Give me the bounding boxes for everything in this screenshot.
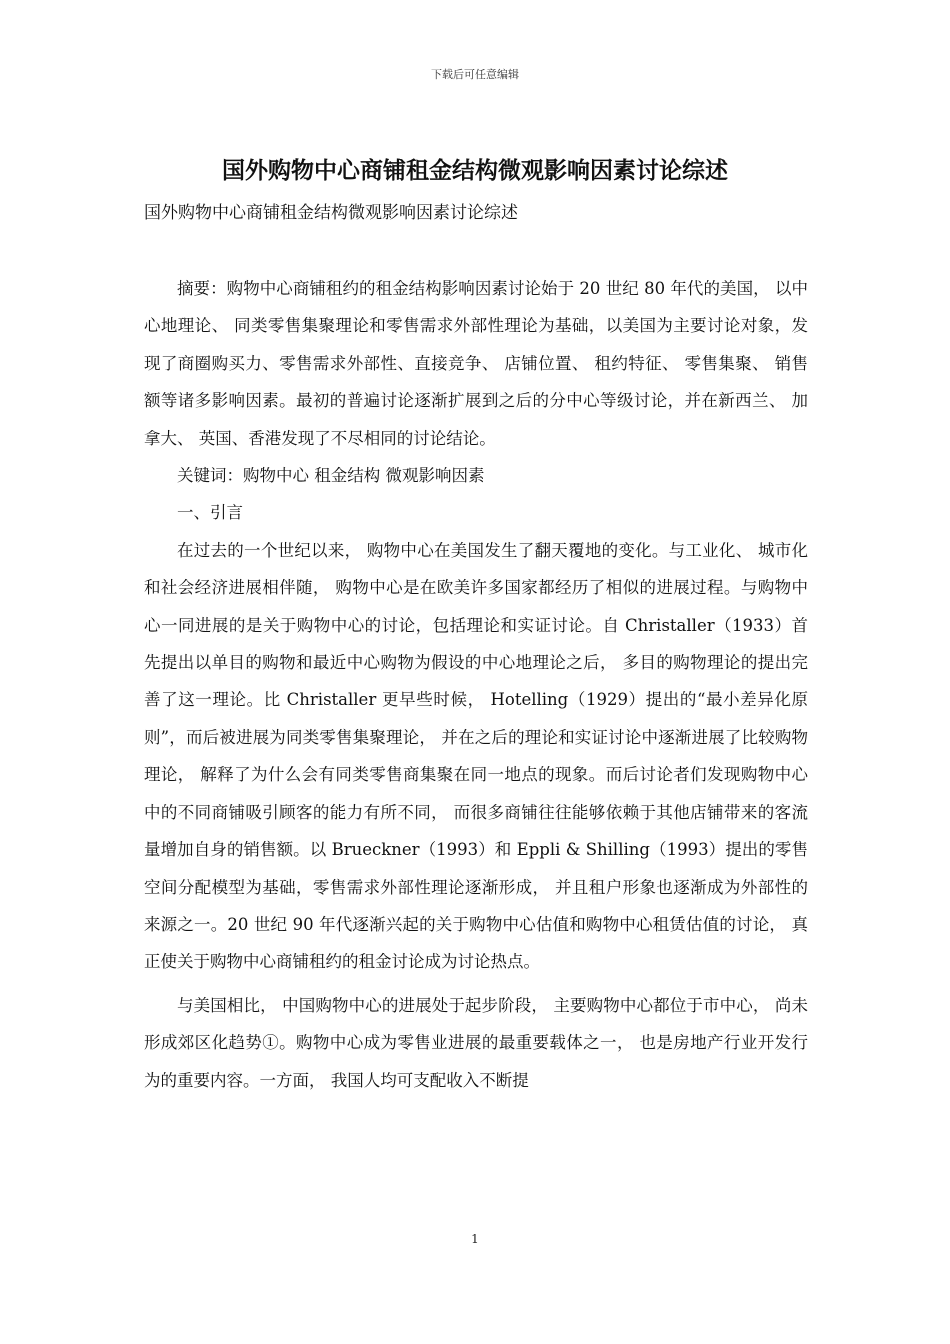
page-number: 1 — [471, 1232, 479, 1246]
document-title: 国外购物中心商铺租金结构微观影响因素讨论综述 — [222, 158, 728, 184]
intro-paragraph-1: 在过去的一个世纪以来， 购物中心在美国发生了翻天覆地的变化。与工业化、 城市化和社会经济进展相伴随， 购物中心是在欧美许多国家都经历了相似的进展过程。与购物中心一同进展的是关于购物中心的讨论，包括理论和实证讨论。自 Christaller（1933）首先提出以单目的购物和最近中心购物为假设的中心地理论之后， 多目的购物理论的提出完善了这一理论。比 Christaller 更早些时候， Hotelling（1929）提出的“最小差异化原则”，而后被进展为同类零售集聚理论， 并在之后的理论和实证讨论中逐渐进展了比较购物理论， 解释了为什么会有同类零售商集聚在同一地点的现象。而后讨论者们发现购物中心中的不同商铺吸引顾客的能力有所不同， 而很多商铺往往能够依赖于其他店铺带来的客流量增加自身的销售额。以 Brueckner（1993）和 Eppli & Shilling（1993）提出的零售空间分配模型为基础，零售需求外部性理论逐渐形成， 并且租户形象也逐渐成为外部性的来源之一。20 世纪 90 年代逐渐兴起的关于购物中心估值和购物中心租赁估值的讨论， 真正使关于购物中心商铺租约的租金讨论成为讨论热点。 — [144, 540, 808, 972]
abstract-paragraph: 摘要：购物中心商铺租约的租金结构影响因素讨论始于 20 世纪 80 年代的美国， 以中心地理论、 同类零售集聚理论和零售需求外部性理论为基础，以美国为主要讨论对象，发现了商圈购买力、零售需求外部性、直接竞争、 店铺位置、 租约特征、 零售集聚、 销售额等诸多影响因素。最初的普遍讨论逐渐扩展到之后的分中心等级讨论，并在新西兰、 加拿大、 英国、香港发现了不尽相同的讨论结论。 — [144, 279, 808, 448]
intro-paragraph-2: 与美国相比， 中国购物中心的进展处于起步阶段， 主要购物中心都位于市中心， 尚未形成郊区化趋势①。购物中心成为零售业进展的最重要载体之一， 也是房地产行业开发行为的重要内容。一方面， 我国人均可支配收入不断提 — [144, 995, 808, 1090]
document-body — [144, 270, 808, 1099]
keywords-line: 关键词：购物中心 租金结构 微观影响因素 — [177, 466, 485, 486]
download-note: 下载后可任意编辑 — [431, 68, 519, 81]
section-heading-introduction: 一、引言 — [177, 503, 243, 523]
document-subtitle: 国外购物中心商铺租金结构微观影响因素讨论综述 — [144, 203, 518, 223]
